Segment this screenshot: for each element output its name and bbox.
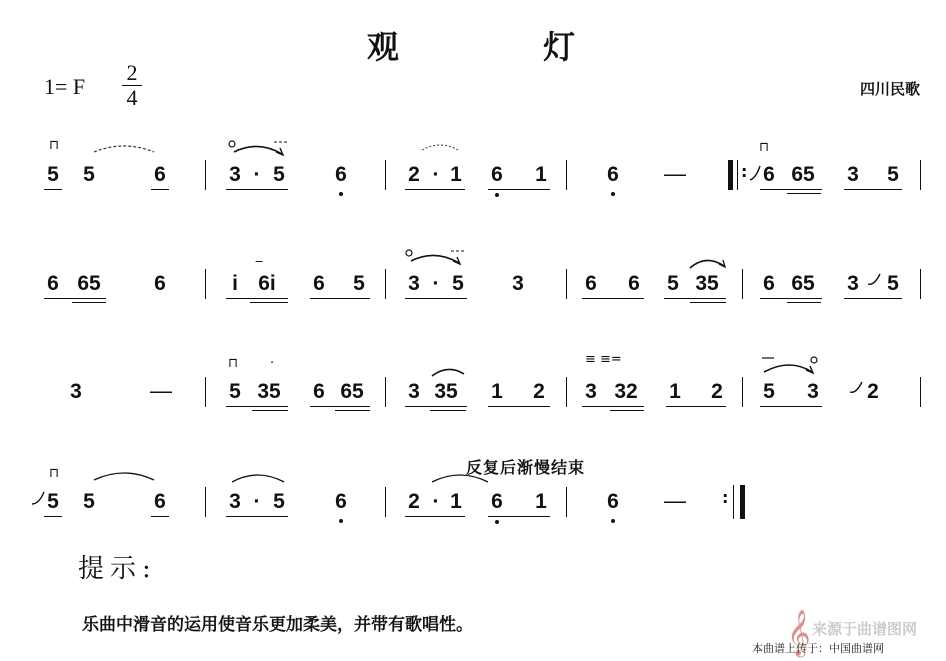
- note: 5: [887, 272, 899, 295]
- note: 6: [313, 272, 325, 295]
- note: 5: [47, 490, 59, 513]
- note: 6: [335, 490, 347, 513]
- hint-heading: 提示:: [78, 554, 157, 584]
- underline: [760, 298, 822, 299]
- barline: [205, 377, 206, 407]
- sustain-dash: —: [664, 488, 686, 513]
- underline: [405, 516, 465, 517]
- note: 6: [154, 272, 166, 295]
- note: 65: [791, 163, 815, 186]
- slur: [688, 254, 728, 270]
- underline: [250, 302, 288, 303]
- note: 6: [607, 490, 619, 513]
- hint-text: 乐曲中滑音的运用使音乐更加柔美，并带有歌唱性。: [82, 615, 473, 635]
- dot: ·: [432, 272, 440, 295]
- underline: [488, 189, 550, 190]
- repeat-end-thick: [740, 485, 745, 519]
- note: 1: [491, 380, 503, 403]
- note: 6: [154, 163, 166, 186]
- slur: [405, 247, 467, 269]
- barline: [566, 269, 567, 299]
- underline: [151, 189, 169, 190]
- underline: [226, 406, 288, 407]
- note: 1: [450, 490, 462, 513]
- performance-instruction: 反复后渐慢结束: [466, 458, 586, 477]
- note: 5: [47, 163, 59, 186]
- barline: [205, 160, 206, 190]
- note: 3: [847, 272, 859, 295]
- underline: [72, 302, 106, 303]
- note: 3: [807, 380, 819, 403]
- title-char-2: 灯: [543, 28, 580, 66]
- bow-mark: ⊓: [49, 138, 60, 153]
- note: 1: [450, 163, 462, 186]
- underline: [787, 193, 821, 194]
- note: 35: [434, 380, 458, 403]
- underline: [690, 302, 726, 303]
- note: 3: [847, 163, 859, 186]
- underline: [44, 189, 62, 190]
- underline: [151, 516, 169, 517]
- barline: [385, 160, 386, 190]
- treble-clef-logo-icon: 𝄞: [787, 610, 811, 656]
- dot: ·: [253, 163, 261, 186]
- barline: [385, 269, 386, 299]
- underline: [582, 298, 644, 299]
- note: 6i: [258, 272, 276, 295]
- note: 2: [711, 380, 723, 403]
- underline: [760, 189, 822, 190]
- note: 65: [77, 272, 101, 295]
- note: 5: [452, 272, 464, 295]
- underline: [488, 516, 550, 517]
- note: 5: [763, 380, 775, 403]
- note: 3: [585, 380, 597, 403]
- barline: [742, 269, 743, 299]
- barline: [920, 377, 921, 407]
- barline: [742, 377, 743, 407]
- note: 65: [791, 272, 815, 295]
- slur: [420, 142, 460, 152]
- note: 3: [70, 380, 82, 403]
- note: 5: [83, 490, 95, 513]
- barline: [566, 160, 567, 190]
- repeat-end-thin: [733, 485, 734, 519]
- underline: [787, 302, 821, 303]
- note: 65: [340, 380, 364, 403]
- underline: [226, 516, 288, 517]
- repeat-start-thin: [737, 160, 738, 190]
- bow-mark: ⊓: [228, 356, 239, 371]
- note: 6: [154, 490, 166, 513]
- repeat-start-thick: [728, 160, 733, 190]
- note: 3: [229, 490, 241, 513]
- slur: [92, 468, 156, 482]
- barline: [566, 377, 567, 407]
- glide-mark: [848, 380, 864, 400]
- note: 1: [669, 380, 681, 403]
- underline: [610, 410, 644, 411]
- underline: [44, 516, 62, 517]
- note: 5: [887, 163, 899, 186]
- note: 5: [229, 380, 241, 403]
- underline: [405, 189, 465, 190]
- underline: [310, 406, 370, 407]
- note: 6: [628, 272, 640, 295]
- dot: ·: [432, 163, 440, 186]
- note: 1: [535, 163, 547, 186]
- barline: [385, 377, 386, 407]
- low-dot: [611, 192, 615, 196]
- slur: [430, 364, 466, 378]
- sustain-dash: —: [664, 161, 686, 186]
- barline: [385, 487, 386, 517]
- watermark-site: 来源于曲谱图网: [812, 620, 918, 638]
- note: 1: [535, 490, 547, 513]
- note: 6: [763, 163, 775, 186]
- note: 5: [353, 272, 365, 295]
- underline: [335, 410, 370, 411]
- slur: [230, 470, 286, 484]
- barline: [920, 160, 921, 190]
- low-dot: [339, 519, 343, 523]
- slur: [92, 142, 156, 156]
- note: 5: [273, 163, 285, 186]
- watermark-credit: 本曲谱上传于：中国曲谱网: [752, 642, 884, 655]
- dot: ·: [253, 490, 261, 513]
- note: 3: [408, 272, 420, 295]
- barline: [205, 269, 206, 299]
- note: 5: [83, 163, 95, 186]
- note: 3: [229, 163, 241, 186]
- note: 6: [585, 272, 597, 295]
- note: 6: [763, 272, 775, 295]
- slur: [228, 138, 290, 160]
- repeat-dots: :: [741, 162, 748, 181]
- tremolo-mark: ≡ ≡=: [585, 352, 622, 367]
- barline: [566, 487, 567, 517]
- underline: [666, 406, 726, 407]
- underline: [405, 298, 467, 299]
- slur: [760, 354, 824, 378]
- slur: [430, 470, 490, 484]
- underline: [582, 406, 644, 407]
- note: 6: [335, 163, 347, 186]
- key-signature: 1= F: [44, 74, 86, 99]
- title-char-1: 观: [366, 28, 403, 66]
- dot: ·: [432, 490, 440, 513]
- low-dot: [495, 193, 499, 197]
- underline: [430, 410, 466, 411]
- note: 5: [273, 490, 285, 513]
- note: 6: [607, 163, 619, 186]
- note: 3: [512, 272, 524, 295]
- note: 2: [408, 490, 420, 513]
- bow-mark: ⊓: [759, 140, 770, 155]
- note: 35: [695, 272, 719, 295]
- barline: [920, 269, 921, 299]
- staccato-mark: ·: [270, 356, 275, 371]
- low-dot: [611, 519, 615, 523]
- note: 6: [47, 272, 59, 295]
- note: 2: [533, 380, 545, 403]
- low-dot: [495, 520, 499, 524]
- underline: [252, 410, 288, 411]
- underline: [488, 406, 550, 407]
- underline: [844, 189, 902, 190]
- time-signature-top: 2: [126, 60, 138, 85]
- sustain-dash: —: [150, 378, 172, 403]
- time-signature-bottom: 4: [126, 85, 138, 110]
- underline: [226, 298, 288, 299]
- underline: [664, 298, 726, 299]
- time-signature: [122, 62, 142, 109]
- note: 32: [614, 380, 638, 403]
- underline: [226, 189, 288, 190]
- note: 2: [867, 380, 879, 403]
- note: 3: [408, 380, 420, 403]
- note: 35: [257, 380, 281, 403]
- underline: [405, 406, 467, 407]
- underline: [310, 298, 370, 299]
- note: 6: [491, 163, 503, 186]
- note: i: [232, 272, 238, 295]
- underline: [760, 406, 822, 407]
- glide-mark: [866, 272, 882, 292]
- song-origin: 四川民歌: [859, 80, 920, 98]
- underline: [44, 298, 106, 299]
- underline: [844, 298, 902, 299]
- note: 5: [667, 272, 679, 295]
- note: 6: [313, 380, 325, 403]
- low-dot: [339, 192, 343, 196]
- bow-mark: ⊓: [49, 466, 60, 481]
- note: 2: [408, 163, 420, 186]
- tenuto-mark: ‒: [255, 254, 264, 269]
- note: 6: [491, 490, 503, 513]
- repeat-dots: :: [722, 488, 729, 507]
- barline: [205, 487, 206, 517]
